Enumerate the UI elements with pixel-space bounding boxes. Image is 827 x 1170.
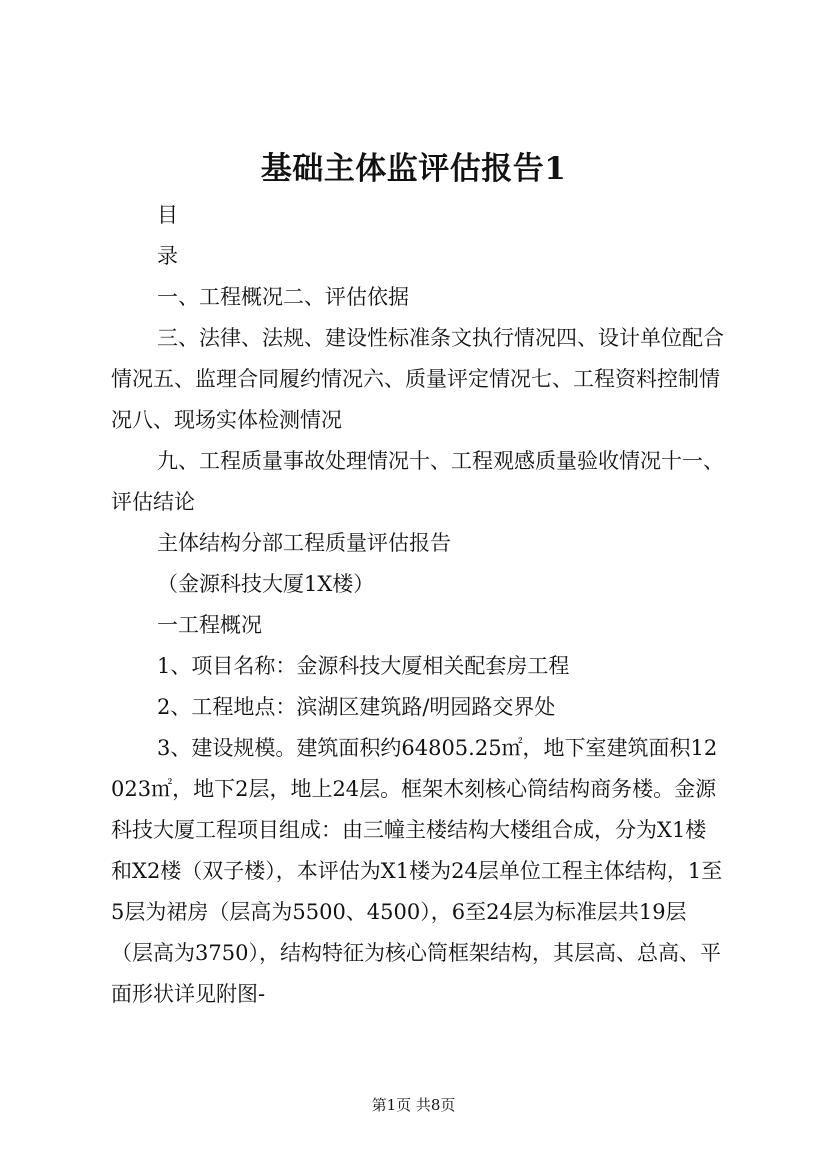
project-name: 1、项目名称：金源科技大厦相关配套房工程	[157, 654, 570, 678]
document-title: 基础主体监评估报告1	[260, 151, 567, 187]
toc-heading-part2: 录	[157, 244, 178, 268]
toc-line-2: 三、法律、法规、建设性标准条文执行情况四、设计单位配合情况五、监理合同履约情况六、质量评定情况七、工程资料控制情况八、现场实体检测情况	[111, 326, 724, 432]
section-heading-project-overview: 一工程概况	[157, 613, 262, 637]
page-footer: 第1页 共8页	[371, 1096, 456, 1114]
toc-line-3: 九、工程质量事故处理情况十、工程观感质量验收情况十一、评估结论	[111, 449, 724, 514]
building-name: （金源科技大厦1X楼）	[157, 572, 375, 596]
toc-line-1: 一、工程概况二、评估依据	[157, 285, 409, 309]
project-scale: 3、建设规模。建筑面积约64805.25㎡，地下室建筑面积12023㎡，地下2层，地上24层。框架木刻核心筒结构商务楼。金源科技大厦工程项目组成：由三幢主楼结构大楼组合成，分为X1楼和X2楼（双子楼），本评估为X1楼为24层单位工程主体结构，1至5层为裙房（层高为5500、4500），6至24层为标准层共19层（层高为3750），结构特征为核心筒框架结构，其层高、总高、平面形状详见附图-	[111, 736, 723, 1006]
document-body	[111, 195, 727, 1015]
report-subtitle: 主体结构分部工程质量评估报告	[157, 531, 451, 555]
toc-heading-part1: 目	[157, 203, 178, 227]
project-location: 2、工程地点：滨湖区建筑路/明园路交界处	[157, 695, 556, 719]
